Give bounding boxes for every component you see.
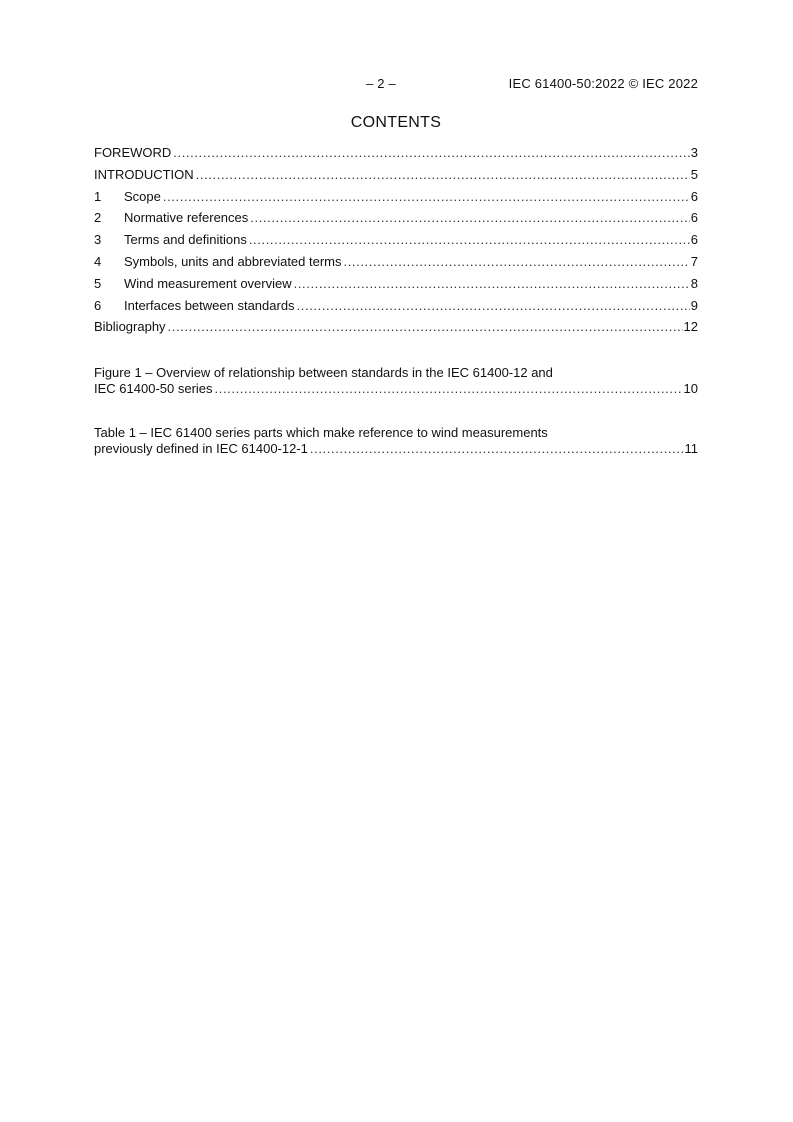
figure-entry-page: 10 [683, 381, 698, 396]
figure-entry-title-line-continued [94, 381, 698, 397]
toc-entry-page: 6 [690, 210, 698, 226]
toc-entry-symbols-units[interactable] [94, 254, 698, 276]
dot-leader [173, 145, 689, 160]
dot-leader [344, 254, 690, 269]
document-reference: IEC 61400-50:2022 © IEC 2022 [508, 76, 698, 91]
dot-leader [163, 189, 690, 204]
toc-entry-terms-and-definitions[interactable] [94, 232, 698, 254]
table-entry-title-end: previously defined in IEC 61400-12-1 [94, 441, 308, 456]
toc-entry-page: 6 [690, 188, 698, 204]
table-entry-title-line-continued [94, 441, 698, 457]
toc-entry-page: 5 [690, 166, 698, 182]
toc-entry-number: 2 [94, 210, 102, 226]
figure-entry-1[interactable] [94, 365, 698, 397]
dot-leader [310, 441, 684, 456]
dot-leader [294, 276, 690, 291]
toc-entry-label: Interfaces between standards [124, 297, 295, 313]
toc-entry-scope[interactable] [94, 189, 698, 211]
toc-entry-label: Scope [124, 188, 161, 204]
toc-entry-label: Wind measurement overview [124, 275, 292, 291]
toc-entry-number: 6 [94, 297, 102, 313]
toc-entry-label: Terms and definitions [124, 232, 247, 248]
toc-entry-wind-measurement-overview[interactable] [94, 276, 698, 298]
dot-leader [297, 298, 690, 313]
toc-entry-page: 8 [690, 275, 698, 291]
table-entry-title-line: Table 1 – IEC 61400 series parts which make reference to wind measurements [94, 425, 548, 440]
toc-entry-page: 9 [690, 297, 698, 313]
table-entry-1[interactable] [94, 425, 698, 457]
dot-leader [249, 232, 690, 247]
toc-entry-foreword[interactable] [94, 145, 698, 167]
contents-heading: CONTENTS [350, 114, 442, 131]
toc-entry-label: Bibliography [94, 319, 166, 335]
toc-entry-number: 4 [94, 253, 102, 269]
dot-leader [196, 167, 690, 182]
toc-entry-interfaces-between-standards[interactable] [94, 298, 698, 320]
toc-entry-label: Symbols, units and abbreviated terms [124, 253, 342, 269]
table-of-contents [94, 145, 698, 341]
toc-entry-page: 12 [683, 319, 698, 335]
figure-entry-title-line: Figure 1 – Overview of relationship between standards in the IEC 61400-12 and [94, 365, 553, 380]
dot-leader [168, 319, 683, 334]
toc-entry-number: 3 [94, 232, 102, 248]
dot-leader [250, 210, 689, 225]
list-of-tables [94, 425, 698, 457]
toc-entry-label: FOREWORD [94, 145, 172, 160]
list-of-figures [94, 365, 698, 397]
toc-entry-introduction[interactable] [94, 167, 698, 189]
toc-entry-page: 3 [690, 145, 698, 160]
toc-entry-number: 5 [94, 275, 102, 291]
toc-entry-label: Normative references [124, 210, 249, 226]
toc-entry-page: 7 [690, 253, 698, 269]
figure-entry-title-end: IEC 61400-50 series [94, 381, 213, 396]
table-entry-page: 11 [684, 441, 698, 456]
toc-entry-page: 6 [690, 232, 698, 248]
toc-entry-number: 1 [94, 188, 102, 204]
dot-leader [215, 381, 683, 396]
toc-entry-normative-references[interactable] [94, 210, 698, 232]
toc-entry-bibliography[interactable] [94, 319, 698, 341]
page-header [94, 76, 698, 94]
page-number: – 2 – [366, 76, 396, 91]
toc-entry-label: INTRODUCTION [94, 166, 194, 182]
